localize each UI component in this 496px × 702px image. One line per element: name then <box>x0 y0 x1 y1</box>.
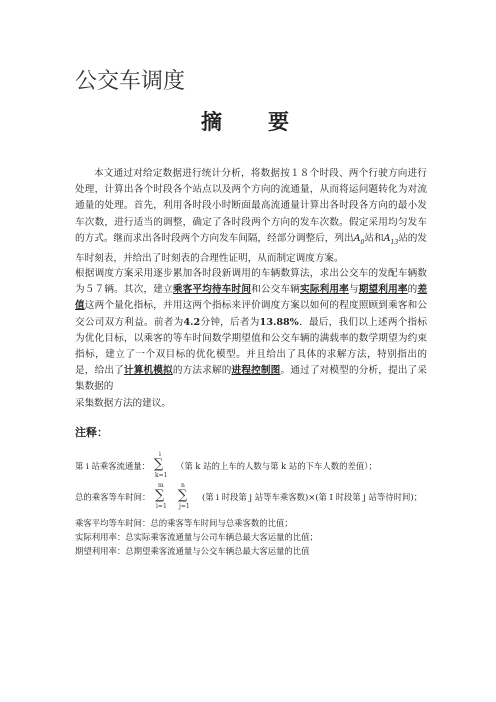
note-1-sum-bottom: k=1 <box>155 472 168 479</box>
keyword-difference: 差值 <box>75 284 428 312</box>
note-2-sum2-top: n <box>181 482 185 489</box>
note-2-sum2-bottom: j=1 <box>179 503 190 510</box>
sigma-icon: ∑ <box>178 488 188 503</box>
abstract-heading: 摘要 <box>201 110 335 134</box>
note-3: 乘客平均等车时间：总的乘客等车时间与总乘客数的比值； <box>75 518 293 528</box>
note-2-desc: (第 i 时段第 j 站等车乘客数)×(第 I 时段第 j 站等待时间)； <box>202 492 423 502</box>
abstract-paragraph-1 <box>75 166 427 267</box>
document-title: 公交车调度 <box>75 69 186 94</box>
p1-text-b: 站和 <box>364 232 384 244</box>
p1-text-c: 站的发车时刻表，并给出了时刻表的合理性证明，从而制定调度方案。 <box>75 232 428 264</box>
keyword-expected-utilization: 期望利用率 <box>358 284 408 296</box>
keyword-process-control-chart: 进程控制图 <box>231 365 281 377</box>
sigma-icon: ∑ <box>154 457 164 472</box>
note-2-sum1-top: m <box>158 482 164 489</box>
keyword-actual-utilization: 实际利用率 <box>300 284 349 296</box>
keyword-computer-simulation: 计算机模拟 <box>123 365 173 377</box>
note-1-label: 第 i 站乘客流通量： <box>75 461 151 471</box>
value-wait-minutes: 4.2 <box>183 316 201 328</box>
station-a0: $A_0$ <box>353 232 365 246</box>
note-5: 期望利用率：总期望乘客流通量与公交车辆总最大客运量的比值 <box>75 546 310 556</box>
note-1-desc: （第 k 站的上车的人数与第 k 站的下车人数的差值）； <box>176 461 377 471</box>
sigma-icon: ∑ <box>155 488 165 503</box>
note-4: 实际利用率：总实际乘客流通量与公司车辆总最大客运量的比值； <box>75 532 318 542</box>
notes-title: 注释： <box>75 426 108 439</box>
note-1-sum-top: i <box>159 451 161 458</box>
station-a13: $A_{13}$ <box>383 232 399 246</box>
note-2-sum1-bottom: i=1 <box>156 503 167 510</box>
value-percent: 13.88% <box>259 316 299 328</box>
abstract-paragraph-2: 根据调度方案采用逐步累加各时段新调用的车辆数算法，求出公交车的发配车辆数为５７辆。其次，建立乘客平均待车时间和公交车辆实际利用率与期望利用率的差值这两个量化指标，并用这两个指标来评价调度方案以如何的程度照顾到乘客和公交公司双方利益。前者为4.2分钟，后者为13.88%．最后，我们以上述两个指标为优化目标，以乘客的等车时间数学期望值和公交车辆的满载率的数学期望为约束指标，建立了一个双目标的优化模型。并且给出了具体的求解方法，特别指出的是，给出了计算机模拟的方法求解的进程控制图。通过了对模型的分析，提出了采集数据的 采集数据方法的建议。 <box>75 268 428 409</box>
note-2-label: 总的乘客等车时间： <box>75 492 151 502</box>
p1-text-a: 本文通过对给定数据进行统计分析，将数据按１８个时段、两个行驶方向进行处理，计算出各个时段各个站点以及两个方向的流通量，从而将运问题转化为对流通量的处理。首先，利用各时段小时断面最高流通量计算出各时段各方向的最小发车次数，进行适当的调整，确定了各时段两个方向的发车次数。假定采用均匀发车的方式。继而求出各时段两个方向发车间隔，经部分调整后，列出 <box>75 168 427 244</box>
keyword-avg-wait-time: 乘客平均待车时间 <box>172 284 252 296</box>
